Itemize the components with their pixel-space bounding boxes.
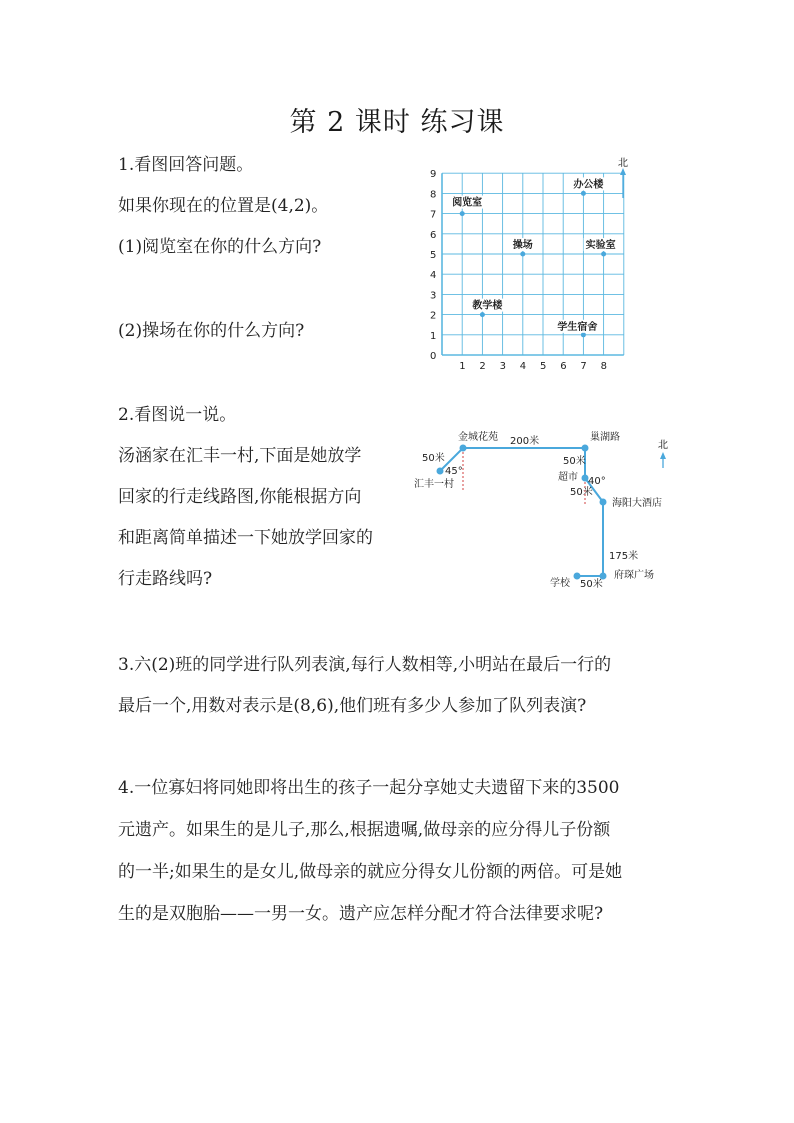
q2-text-2: 回家的行走线路图,你能根据方向 — [118, 487, 362, 507]
label-chaoshi: 超市 — [558, 472, 578, 483]
grid-points — [450, 177, 619, 337]
coordinate-grid-figure — [420, 150, 640, 375]
north-arrow-q2 — [658, 439, 668, 468]
label-fucai: 府琛广场 — [614, 570, 654, 581]
grid-point-label: 办公楼 — [573, 179, 604, 191]
route-map-figure — [410, 420, 690, 600]
q2-heading: 2.看图说一说。 — [118, 405, 237, 425]
point-haiyang — [600, 499, 607, 506]
point-jincheng — [460, 445, 467, 452]
x-tick-label: 1 — [459, 361, 466, 372]
x-tick-label: 5 — [540, 361, 547, 372]
grid-point-label: 学生宿舍 — [557, 321, 598, 333]
page-title: 第 2 课时 练习课 — [289, 107, 505, 138]
dist-50-b: 50米 — [563, 456, 586, 467]
grid-point-label: 教学楼 — [472, 300, 503, 312]
dist-200: 200米 — [510, 436, 540, 447]
label-huifeng: 汇丰一村 — [414, 479, 454, 490]
label-school: 学校 — [550, 578, 570, 589]
q1-heading: 1.看图回答问题。 — [118, 155, 254, 175]
y-tick-label: 5 — [430, 250, 437, 261]
grid-point — [581, 191, 586, 196]
dist-50-d: 50米 — [580, 579, 603, 590]
north-arrow-q1 — [618, 157, 628, 198]
x-tick-label: 2 — [479, 361, 486, 372]
route-path — [440, 448, 603, 576]
y-tick-label: 6 — [430, 229, 437, 241]
north-label-q1: 北 — [618, 158, 628, 169]
q3-text-2: 最后一个,用数对表示是(8,6),他们班有多少人参加了队列表演? — [118, 696, 587, 716]
y-tick-label: 0 — [430, 351, 437, 362]
grid-point-label: 操场 — [512, 240, 533, 251]
q2-text-4: 行走路线吗? — [118, 569, 213, 589]
grid-point — [601, 252, 606, 257]
y-tick-label: 2 — [430, 310, 437, 322]
x-tick-label: 8 — [600, 361, 607, 372]
y-tick-label: 4 — [430, 270, 437, 282]
q1-sub2: (2)操场在你的什么方向? — [118, 321, 305, 341]
q4-text-4: 生的是双胞胎——一男一女。遗产应怎样分配才符合法律要求呢? — [118, 904, 604, 924]
grid-point — [480, 312, 485, 317]
grid-point — [520, 252, 525, 257]
y-tick-label: 8 — [430, 189, 437, 201]
y-tick-label: 9 — [430, 169, 437, 181]
grid-point — [460, 211, 465, 216]
q1-sub1: (1)阅览室在你的什么方向? — [118, 237, 322, 257]
north-label-q2: 北 — [658, 440, 668, 451]
point-chaohu — [582, 445, 589, 452]
grid-point — [581, 332, 586, 337]
y-tick-label: 7 — [430, 209, 437, 221]
q4-text-3: 的一半;如果生的是女儿,做母亲的就应分得女儿份额的两倍。可是她 — [118, 862, 623, 882]
x-tick-label: 4 — [519, 361, 527, 372]
q4-text-2: 元遗产。如果生的是儿子,那么,根据遗嘱,做母亲的应分得儿子份额 — [118, 820, 611, 840]
grid-point-label: 阅览室 — [452, 197, 483, 209]
y-tick-label: 1 — [430, 330, 437, 342]
label-chaohu: 巢湖路 — [590, 432, 620, 443]
point-huifeng — [437, 468, 444, 475]
x-tick-label: 7 — [580, 361, 587, 372]
angle-40: 40° — [588, 476, 606, 487]
y-tick-label: 3 — [430, 290, 437, 302]
dist-175: 175米 — [609, 551, 639, 562]
dist-50-a: 50米 — [422, 453, 445, 464]
q3-text-1: 3.六(2)班的同学进行队列表演,每行人数相等,小明站在最后一行的 — [118, 655, 612, 675]
label-haiyang: 海阳大酒店 — [612, 498, 662, 509]
q2-text-1: 汤涵家在汇丰一村,下面是她放学 — [118, 446, 362, 466]
grid-point-label: 实验室 — [585, 240, 616, 251]
angle-45: 45° — [445, 466, 463, 477]
label-jincheng: 金城花苑 — [458, 432, 498, 443]
x-tick-label: 3 — [499, 361, 506, 372]
q1-position: 如果你现在的位置是(4,2)。 — [118, 196, 329, 216]
x-tick-label: 6 — [560, 361, 567, 372]
q4-text-1: 4.一位寡妇将同她即将出生的孩子一起分享她丈夫遗留下来的3500 — [118, 778, 620, 798]
dist-50-c: 50米 — [570, 487, 593, 498]
q2-text-3: 和距离简单描述一下她放学回家的 — [118, 528, 373, 548]
